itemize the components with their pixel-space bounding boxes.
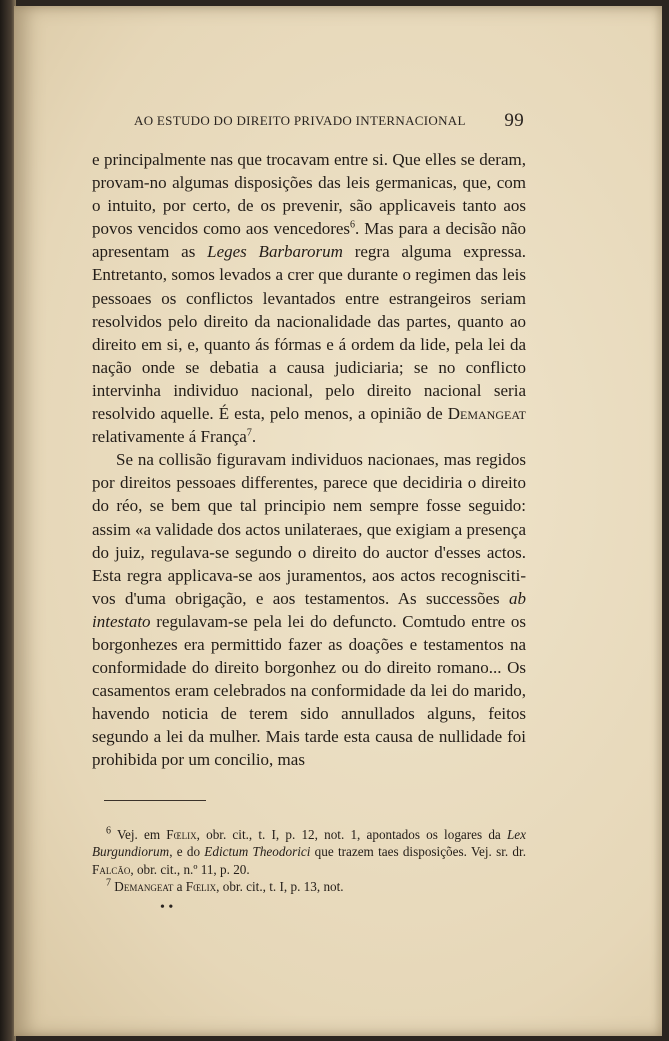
italic-term: Edictum Theodorici: [204, 844, 311, 860]
text-run: regulavam-se pela lei do defuncto. Comtudo entre os borgonhezes era permittido fazer as doações e testamentos na conformidade do direito borgonhez ou do direito romano... Os casamentos eram celebrados na conformidade da lei do marido, havendo noticia de terem sido annullados alguns, feitos segundo a lei da mulher. Mais tarde esta causa de nullidade foi prohibida por um concilio, mas: [92, 611, 526, 770]
text-run: Vej. em: [111, 827, 167, 842]
italic-term: Lex Burgundiorum: [92, 827, 526, 860]
text-run: , obr. cit., t. I, p. 12, not. 1, apontados os logares da: [196, 827, 507, 842]
footnote-rule: [104, 800, 206, 801]
text-run: que trazem taes disposições. Vej. sr. dr.: [310, 844, 526, 860]
footnote-mark: 7: [106, 877, 111, 889]
author-name: Demangeat: [447, 404, 526, 424]
author-name: Fœlix: [185, 879, 217, 895]
italic-term: ab intestato: [92, 588, 526, 631]
signature-mark: • •: [160, 900, 174, 915]
text-run: .: [251, 427, 257, 447]
text-run: . Mas para a decisão não apresentam as: [92, 219, 526, 262]
text-run: , obr. cit., n.º 11, p. 20.: [130, 861, 250, 877]
footnote-6: [92, 826, 526, 878]
paragraph-2: [92, 448, 526, 771]
author-name: Falcão: [92, 861, 131, 877]
text-run: , obr. cit., t. I, p. 13, not.: [216, 879, 344, 895]
running-header: [134, 106, 524, 136]
footnote-mark: 6: [106, 825, 111, 837]
main-text: [92, 148, 526, 772]
text-run: e principalmente nas que trocavam entre si. Que elles se deram, provam-no algumas disposições das leis germanicas, que, com o intuito, por certo, de os prevenir, são applicaveis tanto aos povos vencidos como aos vencedores: [92, 150, 526, 239]
paragraph-1: [92, 148, 526, 448]
footnote-ref-6: 6: [350, 219, 356, 231]
text-run: regra alguma expressa. Entretanto, somos levados a crer que durante o regimen das leis pessoaes os conflictos levantados entre estrangeiros seriam resolvidos pelo direito da nacionalidade das partes, quanto ao direito em si, e, quanto ás fórmas e á ordem da lide, pela lei da nação onde se debatia a causa judiciaria; se no conflicto intervinha individuo nacional, pelo direito nacional seria resolvido aquelle. É esta, pelo menos, a opinião de: [92, 242, 526, 424]
footnote-ref-7: 7: [246, 427, 252, 439]
running-title: AO ESTUDO DO DIREITO PRIVADO INTERNACIONAL: [134, 113, 466, 128]
italic-term: Leges Barbarorum: [207, 242, 343, 262]
author-name: Fœlix: [166, 827, 197, 842]
author-name: Demangeat: [114, 879, 174, 895]
text-run: Se na collisão figuravam individuos nacionaes, mas regidos por direitos pessoaes differentes, parece que decidiria o direito do réo, se bem que tal principio nem sempre fosse seguido: assim «a validade dos actos unilateraes, que exigiam a presença do juiz, regulava-se segundo o direito do auctor d'esses actos. Esta regra applicava-se aos juramentos, aos actos recogniscitivos d'uma obrigação, e aos testamentos. As successões: [92, 450, 526, 608]
footnotes: [92, 826, 526, 896]
text-run: a: [173, 879, 186, 895]
page-number: 99: [504, 110, 524, 131]
text-run: relativamente á França: [92, 427, 247, 447]
text-run: , e do: [169, 844, 205, 860]
footnote-7: [92, 878, 526, 895]
